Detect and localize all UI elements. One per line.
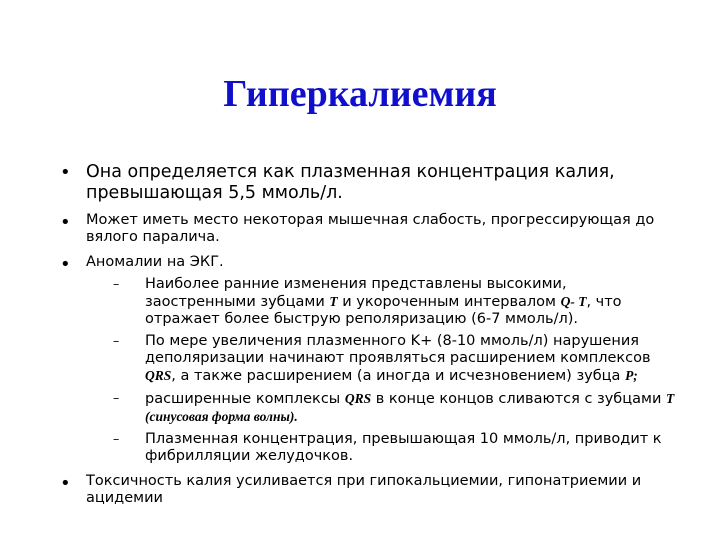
sub-item: [113, 390, 680, 426]
bullet-icon: •: [60, 212, 71, 233]
sub-text-part: По мере увеличения плазменного K+ (8-10 ммоль/л) нарушения деполяризации начинают проявляться расширением комплексов: [145, 333, 651, 366]
sub-text: [145, 390, 680, 426]
sub-item: [113, 333, 680, 385]
bullet-item: [60, 212, 680, 246]
complex-label: QRS: [145, 368, 172, 383]
bullet-list: [60, 162, 680, 515]
bullet-text: Токсичность калия усиливается при гипокальциемии, гипонатриемии и ацидемии: [86, 473, 642, 506]
dash-icon: –: [113, 431, 120, 446]
interval-label: Q- T: [560, 294, 587, 309]
bullet-item: [60, 254, 680, 465]
sub-text-part: и укороченным интервалом: [337, 294, 561, 310]
sub-list: [113, 276, 680, 465]
sub-text: [145, 431, 680, 465]
bullet-text: Может иметь место некоторая мышечная слабость, прогрессирующая до вялого паралича.: [86, 212, 655, 245]
wave-label: P;: [625, 368, 638, 383]
slide-title: Гиперкалиемия: [223, 73, 497, 115]
sub-text: [145, 333, 680, 385]
dash-icon: –: [113, 333, 120, 348]
sub-item: [113, 431, 680, 465]
wave-label: T (синусовая форма волны).: [145, 391, 675, 424]
dash-icon: –: [113, 390, 120, 405]
sub-text: [145, 276, 680, 328]
complex-label: QRS: [344, 391, 372, 406]
sub-text-part: Наиболее ранние изменения представлены высокими, заостренными зубцами: [145, 276, 567, 310]
sub-item: [113, 276, 680, 328]
sub-text-part: Плазменная концентрация, превышающая 10 ммоль/л, приводит к фибрилляции желудочков.: [145, 431, 662, 464]
wave-label: T: [329, 294, 338, 309]
bullet-text: Аномалии на ЭКГ.: [86, 254, 224, 270]
sub-text-part: , а также расширением (а иногда и исчезновением) зубца: [171, 368, 626, 384]
bullet-icon: •: [60, 473, 71, 494]
dash-icon: –: [113, 276, 120, 291]
bullet-item: [60, 473, 680, 507]
sub-text-part: , что отражает более быструю реполяризацию (6-7 ммоль/л).: [145, 294, 622, 327]
sub-text-part: расширенные комплексы: [145, 391, 345, 407]
bullet-icon: •: [60, 162, 71, 183]
bullet-item: [60, 162, 680, 204]
sub-text-part: в конце концов сливаются с зубцами: [371, 391, 666, 407]
bullet-text: Она определяется как плазменная концентрация калия, превышающая 5,5 ммоль/л.: [86, 162, 615, 203]
bullet-icon: •: [60, 254, 71, 275]
